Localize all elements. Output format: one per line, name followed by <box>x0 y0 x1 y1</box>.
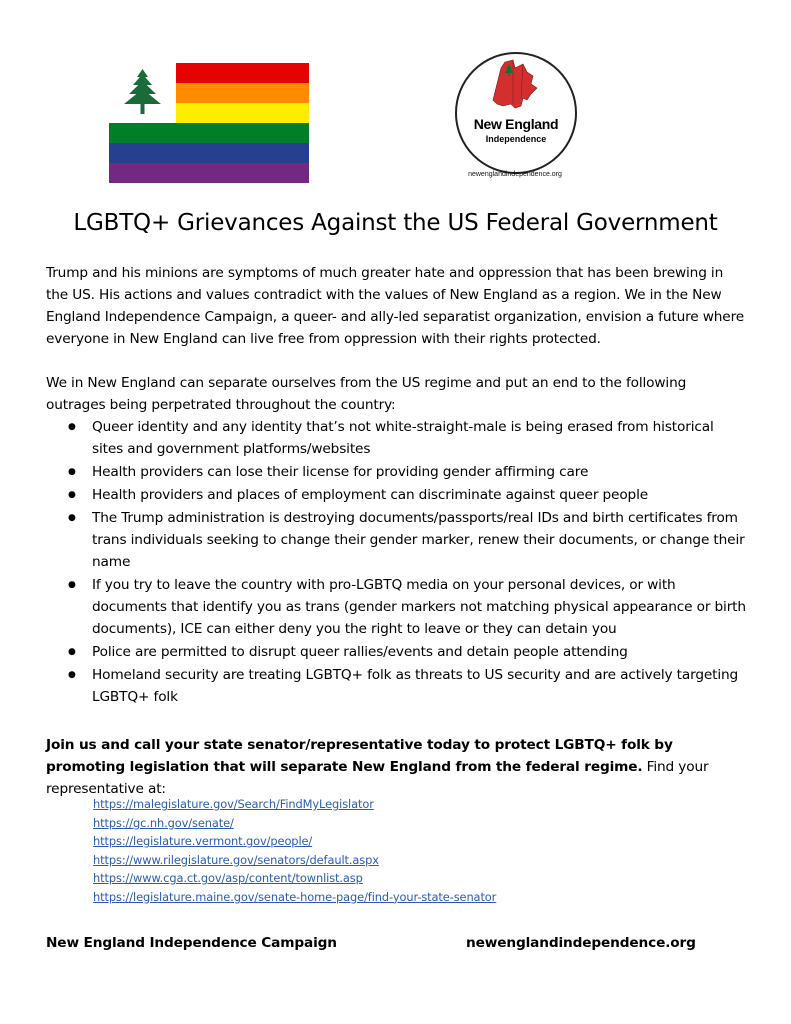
grievance-item: ● Queer identity and any identity that’s not white-straight-male is being erased from historical sites and government platforms/websites <box>46 416 746 460</box>
grievance-item: ● Police are permitted to disrupt queer rallies/events and detain people attending <box>46 641 746 663</box>
representative-links <box>93 795 496 906</box>
call-to-action <box>46 734 746 800</box>
footer-org-name: New England Independence Campaign <box>46 935 337 951</box>
grievance-item: ● The Trump administration is destroying documents/passports/real IDs and birth certificates from trans individuals seeking to change their gender marker, renew their documents, or change their name <box>46 507 746 573</box>
new-england-map-icon <box>457 54 575 124</box>
flag-stripe-blue <box>109 143 309 163</box>
flag-canton <box>109 63 176 123</box>
grievance-list <box>46 416 746 709</box>
logo-subtitle: Independence <box>485 134 547 144</box>
flag-stripe-purple <box>109 163 309 183</box>
grievance-item: ● Health providers and places of employment can discriminate against queer people <box>46 484 746 506</box>
flag-stripe-green <box>109 123 309 143</box>
link-maine[interactable]: https://legislature.maine.gov/senate-home-page/find-your-state-senator <box>93 889 497 904</box>
grievance-item: ● If you try to leave the country with pro-LGBTQ media on your personal devices, or with documents that identify you as trans (gender markers not matching physical appearance or birth documents), ICE can either deny you the right to leave or they can detain you <box>46 574 746 640</box>
page-title: LGBTQ+ Grievances Against the US Federal Government <box>73 210 718 236</box>
link-connecticut[interactable]: https://www.cga.ct.gov/asp/content/townlist.asp <box>93 871 363 885</box>
call-to-action-regular: Find your representative at: <box>46 759 709 797</box>
rainbow-pine-tree-flag <box>109 63 309 183</box>
grievance-item: ● Health providers can lose their license for providing gender affirming care <box>46 461 746 483</box>
pine-tree-icon <box>109 63 176 123</box>
link-rhode-island[interactable]: https://www.rilegislature.gov/senators/default.aspx <box>93 852 379 867</box>
logo-title: New England <box>473 116 559 132</box>
logo-url: newenglandindependence.org <box>468 171 562 178</box>
link-massachusetts[interactable]: https://malegislature.gov/Search/FindMyLegislator <box>93 797 374 811</box>
grievance-item: ● Homeland security are treating LGBTQ+ folk as threats to US security and are actively targeting LGBTQ+ folk <box>46 664 746 708</box>
link-vermont[interactable]: https://legislature.vermont.gov/people/ <box>93 834 313 848</box>
footer-website: newenglandindependence.org <box>466 935 696 951</box>
intro-paragraph: Trump and his minions are symptoms of much greater hate and oppression that has been brewing in the US. His actions and values contradict with the values of New England as a region. We in the New England Independence Campaign, a queer- and ally-led separatist organization, envision a future where everyone in New England can live free from oppression with their rights protected. <box>46 265 745 347</box>
call-to-action-bold: Join us and call your state senator/representative today to protect LGBTQ+ folk by promoting legislation that will separate New England from the federal regime. <box>46 737 673 775</box>
lead-in-paragraph: We in New England can separate ourselves from the US regime and put an end to the following outrages being perpetrated throughout the country: <box>46 375 687 413</box>
link-new-hampshire[interactable]: https://gc.nh.gov/senate/ <box>93 815 234 830</box>
nei-logo <box>455 52 577 174</box>
